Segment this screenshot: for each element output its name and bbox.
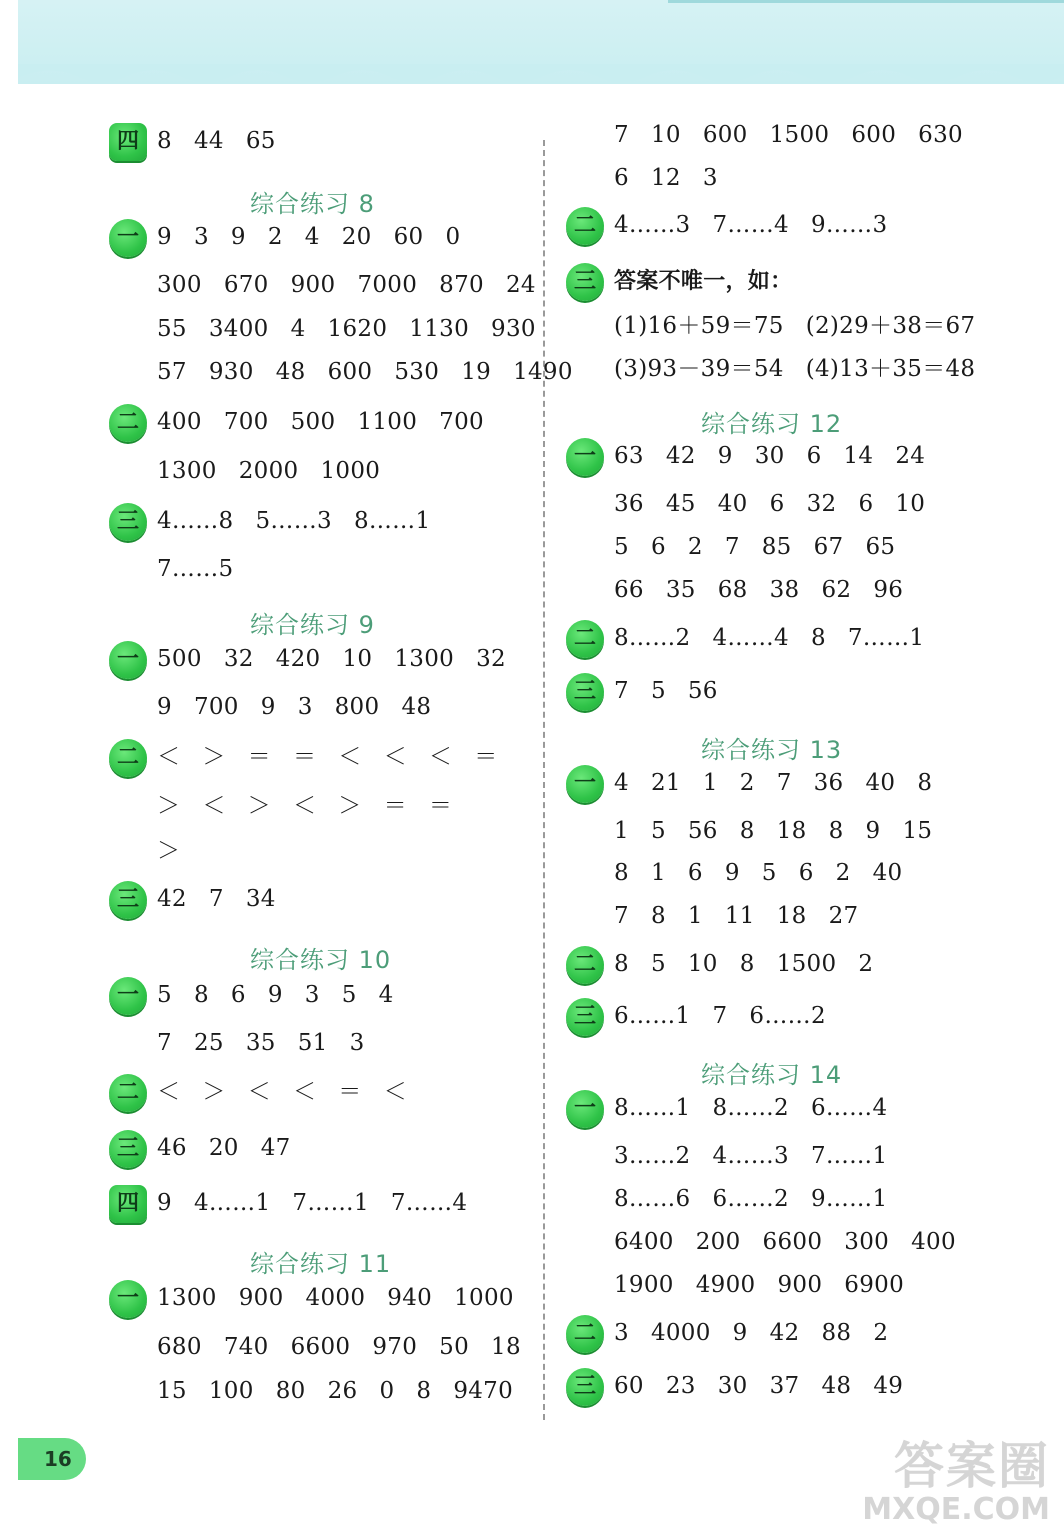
answer-value: 7……1: [810, 1143, 888, 1169]
answer-value: 7……5: [157, 556, 234, 582]
answer-value: 15: [902, 818, 933, 844]
answer-value: 200: [695, 1229, 741, 1255]
answer-line: [614, 120, 985, 150]
answer-value: 5: [650, 951, 666, 977]
answer-value: 96: [873, 577, 904, 603]
section-number-badge: 二: [566, 620, 604, 658]
answer-value: 6: [798, 860, 814, 886]
answer-value: 1300: [157, 1285, 217, 1311]
answer-value: 4: [304, 224, 320, 250]
section-number-badge: 三: [566, 263, 604, 301]
answer-value: 32: [223, 646, 254, 672]
answer-value: 42: [157, 886, 187, 912]
answer-value: 6: [858, 491, 874, 517]
answer-value: 9: [724, 860, 740, 886]
answer-value: 19: [461, 359, 492, 385]
answer-value: ＜: [428, 744, 453, 770]
section-number-badge: 四: [109, 123, 147, 161]
answer-value: (4)13＋35＝48: [805, 356, 976, 382]
answer-value: 4……3: [712, 1143, 789, 1169]
answer-line: [614, 1371, 925, 1401]
answer-value: 65: [865, 534, 896, 560]
answer-value: 7: [614, 122, 629, 148]
exercise-heading: 综合练习 8: [250, 190, 375, 218]
answer-line: [614, 768, 954, 798]
answer-line: [614, 441, 947, 471]
answer-value: 2000: [238, 458, 299, 484]
answer-value: 0: [445, 224, 461, 250]
answer-value: ＝: [292, 744, 317, 770]
section-number-badge: 四: [109, 1185, 147, 1223]
answer-value: 48: [821, 1373, 852, 1399]
answer-value: 7: [614, 903, 629, 929]
answer-value: 800: [334, 694, 380, 720]
answer-value: 3400: [208, 316, 269, 342]
answer-value: 4……8: [157, 508, 234, 534]
exercise-heading: 综合练习 9: [250, 611, 375, 639]
answer-value: 9: [717, 443, 733, 469]
answer-value: ＜: [202, 793, 226, 819]
answer-line: [614, 901, 880, 931]
answer-value: 45: [665, 491, 696, 517]
answer-value: 3: [297, 694, 313, 720]
answer-value: 9: [230, 224, 246, 250]
section-number-badge: 三: [566, 998, 604, 1036]
answer-value: 6……2: [749, 1003, 826, 1029]
answer-value: 12: [650, 165, 681, 191]
answer-value: 4……1: [193, 1190, 271, 1216]
answer-value: 7: [724, 534, 740, 560]
answer-value: ＝: [247, 744, 271, 770]
answer-value: 15: [157, 1378, 187, 1404]
answer-value: 36: [813, 770, 844, 796]
section-number-badge: 一: [566, 765, 604, 803]
answer-value: 2: [739, 770, 755, 796]
section-number-badge: 三: [109, 881, 147, 919]
answer-value: 870: [439, 272, 484, 298]
answer-value: 55: [157, 316, 187, 342]
answer-value: 8: [157, 128, 172, 154]
section-number-badge: 二: [109, 404, 147, 442]
answer-value: 7: [712, 1003, 728, 1029]
exercise-heading: 综合练习 12: [701, 410, 843, 438]
answer-value: 1620: [327, 316, 388, 342]
answer-value: 0: [379, 1378, 395, 1404]
answer-value: 300: [157, 272, 202, 298]
answer-value: 42: [665, 443, 696, 469]
answer-value: 32: [806, 491, 837, 517]
exercise-heading: 综合练习 14: [701, 1061, 843, 1089]
answer-value: ＜: [383, 744, 407, 770]
answer-value: 35: [245, 1030, 276, 1056]
answer-value: 700: [223, 409, 269, 435]
answer-line: [614, 1318, 910, 1348]
answer-line: [614, 489, 947, 519]
answer-value: 56: [687, 818, 718, 844]
answer-value: 6600: [762, 1229, 823, 1255]
answer-value: 5……3: [255, 508, 332, 534]
answer-value: 63: [614, 443, 644, 469]
answer-value: 700: [193, 694, 239, 720]
answer-value: 420: [275, 646, 321, 672]
answer-value: 1900: [614, 1272, 674, 1298]
answer-value: 8: [917, 770, 933, 796]
answer-value: 6: [230, 982, 246, 1008]
answer-value: 100: [208, 1378, 254, 1404]
answer-value: 9470: [453, 1378, 514, 1404]
section-number-badge: 一: [566, 1090, 604, 1128]
answer-value: 700: [439, 409, 484, 435]
answer-value: 680: [157, 1334, 202, 1360]
watermark-logo: [862, 1438, 1050, 1526]
section-number-badge: 一: [109, 977, 147, 1015]
answer-value: 500: [290, 409, 336, 435]
answer-value: 20: [208, 1135, 239, 1161]
answer-value: 670: [223, 272, 269, 298]
answer-value: 300: [844, 1229, 890, 1255]
answer-value: ＜: [292, 1079, 317, 1105]
answer-value: 56: [687, 678, 718, 704]
exercise-heading: 综合练习 13: [701, 736, 843, 764]
section-number-badge: 二: [566, 1315, 604, 1353]
answer-value: 1: [702, 770, 718, 796]
answer-value: 25: [193, 1030, 224, 1056]
answer-value: 1000: [454, 1285, 514, 1311]
answer-value: 27: [828, 903, 859, 929]
answer-value: 3……2: [614, 1143, 691, 1169]
answer-value: 4000: [305, 1285, 366, 1311]
answer-value: 7: [208, 886, 224, 912]
answer-value: 30: [754, 443, 785, 469]
answer-value: 7: [614, 678, 629, 704]
answer-value: 57: [157, 359, 187, 385]
answer-line: [614, 816, 954, 846]
answer-value: 14: [843, 443, 874, 469]
answer-value: 47: [260, 1135, 291, 1161]
answer-value: 530: [394, 359, 440, 385]
answer-line: [614, 676, 740, 706]
section-number-badge: 二: [109, 739, 147, 777]
answer-value: 7……1: [847, 625, 925, 651]
answer-value: 1130: [409, 316, 470, 342]
section-number-badge: 三: [566, 1368, 604, 1406]
answer-value: 1500: [769, 122, 830, 148]
answer-value: 8: [650, 903, 666, 929]
answer-value: 5: [614, 534, 629, 560]
answer-value: (2)29＋38＝67: [805, 313, 976, 339]
answer-value: 30: [717, 1373, 748, 1399]
answer-value: 23: [665, 1373, 696, 1399]
answer-value: 8: [739, 951, 755, 977]
answer-value: ＜: [338, 744, 362, 770]
answer-value: 18: [491, 1334, 521, 1360]
answer-value: 9: [157, 224, 172, 250]
answer-value: 9……1: [810, 1186, 888, 1212]
answer-value: 1: [650, 860, 666, 886]
answer-value: 400: [911, 1229, 956, 1255]
answer-value: 1000: [320, 458, 381, 484]
answer-value: ＜: [157, 744, 181, 770]
answer-value: 9: [865, 818, 881, 844]
answer-value: 9: [267, 982, 283, 1008]
answer-line: [614, 1001, 848, 1031]
answer-value: 49: [873, 1373, 904, 1399]
answer-value: 8: [193, 982, 209, 1008]
answer-value: 8……1: [353, 508, 431, 534]
answer-value: 8: [614, 860, 629, 886]
answer-value: 3: [193, 224, 209, 250]
answer-value: 80: [275, 1378, 306, 1404]
answer-value: 4: [614, 770, 629, 796]
answer-line: [614, 210, 909, 240]
answer-value: 8……1: [614, 1095, 691, 1121]
answer-value: ＜: [157, 1079, 181, 1105]
answer-value: 60: [614, 1373, 644, 1399]
answer-value: 1: [614, 818, 629, 844]
answer-value: 5: [650, 818, 666, 844]
answer-line: [614, 1184, 909, 1214]
section-number-badge: 一: [566, 438, 604, 476]
answer-line: [614, 1093, 909, 1123]
answer-value: 50: [439, 1334, 470, 1360]
answer-value: 9: [260, 694, 276, 720]
answer-value: 2: [835, 860, 851, 886]
answer-value: 48: [275, 359, 306, 385]
answer-value: 5: [341, 982, 357, 1008]
answer-value: 40: [717, 491, 748, 517]
answer-value: 970: [372, 1334, 418, 1360]
answer-value: 930: [491, 316, 536, 342]
section-number-badge: 一: [109, 219, 147, 257]
answer-value: ＞: [157, 838, 181, 864]
answer-value: 7: [776, 770, 792, 796]
answer-value: 18: [776, 818, 807, 844]
answer-value: 2: [267, 224, 283, 250]
answer-value: 8: [416, 1378, 432, 1404]
answer-value: 60: [393, 224, 424, 250]
answer-value: ＞: [157, 793, 181, 819]
answer-value: 5: [650, 678, 666, 704]
answer-value: 3: [614, 1320, 629, 1346]
answer-value: 1: [687, 903, 703, 929]
answer-value: 4……3: [614, 212, 691, 238]
answer-value: 88: [821, 1320, 852, 1346]
answer-value: ＜: [247, 1079, 271, 1105]
answer-value: 740: [223, 1334, 269, 1360]
answer-value: 6: [650, 534, 666, 560]
answer-value: 6: [769, 491, 785, 517]
answer-line: [614, 1227, 978, 1257]
banner-top-rule: [668, 0, 1064, 3]
answer-value: 8: [614, 951, 629, 977]
answer-value: ＜: [292, 793, 317, 819]
answer-value: 46: [157, 1135, 187, 1161]
answer-value: 65: [245, 128, 276, 154]
answer-value: 32: [476, 646, 506, 672]
answer-value: 400: [157, 409, 202, 435]
answer-line: [614, 1270, 926, 1300]
answer-value: 34: [245, 886, 276, 912]
answer-value: 4: [378, 982, 394, 1008]
answer-value: 8……2: [614, 625, 691, 651]
answer-value: ＞: [338, 793, 362, 819]
answer-value: (3)93－39＝54: [614, 356, 784, 382]
answer-note: 答案不唯一，如：: [614, 269, 793, 294]
answer-value: 6900: [844, 1272, 905, 1298]
answer-value: 1300: [157, 458, 217, 484]
answer-line: [614, 1141, 909, 1171]
answer-value: 5: [761, 860, 777, 886]
answer-value: 1490: [513, 359, 573, 385]
watermark-text: 答案圈: [894, 1437, 1050, 1495]
answer-line: [614, 311, 997, 341]
answer-value: 26: [327, 1378, 358, 1404]
answer-value: 6: [614, 165, 629, 191]
answer-value: 6: [806, 443, 822, 469]
answer-value: 8: [828, 818, 844, 844]
answer-value: 18: [776, 903, 807, 929]
page-number: 16: [18, 1438, 86, 1480]
answer-value: 600: [851, 122, 897, 148]
exercise-heading: 综合练习 10: [250, 946, 392, 974]
answer-value: ＞: [247, 793, 271, 819]
answer-value: 8……2: [712, 1095, 789, 1121]
answer-value: 37: [769, 1373, 800, 1399]
answer-value: ＝: [474, 744, 498, 770]
answer-value: 42: [769, 1320, 800, 1346]
answer-value: 10: [687, 951, 718, 977]
answer-value: 11: [724, 903, 755, 929]
section-number-badge: 三: [109, 1130, 147, 1168]
answer-value: 6……1: [614, 1003, 691, 1029]
answer-value: 51: [297, 1030, 328, 1056]
answer-value: 67: [813, 534, 844, 560]
answer-value: 66: [614, 577, 644, 603]
answer-value: 24: [505, 272, 536, 298]
answer-value: 4: [290, 316, 306, 342]
answer-value: 3: [349, 1030, 365, 1056]
answer-value: 7……4: [712, 212, 789, 238]
answer-value: 10: [895, 491, 926, 517]
answer-value: 21: [650, 770, 681, 796]
section-number-badge: 三: [566, 673, 604, 711]
answer-value: 24: [895, 443, 926, 469]
answer-value: 2: [873, 1320, 889, 1346]
answer-value: 8: [810, 625, 826, 651]
answer-value: 900: [290, 272, 336, 298]
answer-value: 7000: [357, 272, 418, 298]
answer-value: 4……4: [712, 625, 789, 651]
answer-value: 4900: [695, 1272, 756, 1298]
answer-value: 4000: [650, 1320, 711, 1346]
answer-value: 35: [665, 577, 696, 603]
answer-value: 600: [702, 122, 748, 148]
answer-value: 44: [193, 128, 224, 154]
answer-value: 8: [739, 818, 755, 844]
answer-value: 3: [702, 165, 718, 191]
answer-value: 1500: [776, 951, 837, 977]
answer-value: 9: [732, 1320, 748, 1346]
answer-value: 1100: [357, 409, 418, 435]
answer-value: 6……2: [712, 1186, 789, 1212]
answer-value: ＝: [383, 793, 407, 819]
section-number-badge: 三: [109, 503, 147, 541]
answer-line: [614, 623, 946, 653]
answer-line: [614, 532, 917, 562]
answer-value: 10: [342, 646, 373, 672]
answer-line: [614, 354, 997, 384]
section-number-badge: 一: [109, 1280, 147, 1318]
answer-value: 6400: [614, 1229, 674, 1255]
answer-value: 40: [872, 860, 903, 886]
answer-value: 900: [238, 1285, 284, 1311]
answer-value: (1)16＋59＝75: [614, 313, 784, 339]
answer-value: 630: [918, 122, 963, 148]
answer-value: 7……4: [390, 1190, 468, 1216]
answer-value: 900: [777, 1272, 823, 1298]
answer-line: [614, 163, 740, 193]
answer-value: 6: [687, 860, 703, 886]
section-number-badge: 二: [566, 946, 604, 984]
answer-value: 2: [858, 951, 874, 977]
answer-value: 68: [717, 577, 748, 603]
answer-value: 940: [387, 1285, 433, 1311]
watermark-url: MXQE.COM: [862, 1492, 1050, 1527]
answer-value: 20: [341, 224, 372, 250]
answer-value: 1300: [394, 646, 455, 672]
exercise-heading: 综合练习 11: [250, 1250, 392, 1278]
answer-value: 9: [157, 694, 172, 720]
answer-value: 3: [304, 982, 320, 1008]
answer-line: [614, 858, 924, 888]
answer-value: 85: [761, 534, 792, 560]
answer-value: 48: [401, 694, 432, 720]
answer-value: 62: [821, 577, 852, 603]
answer-line: [614, 949, 895, 979]
answer-value: ＝: [428, 793, 453, 819]
answer-value: 930: [208, 359, 254, 385]
answer-value: 6……4: [810, 1095, 888, 1121]
answer-value: 9: [157, 1190, 172, 1216]
answer-line: [614, 575, 925, 605]
answer-value: ＞: [202, 1079, 226, 1105]
answer-value: 5: [157, 982, 172, 1008]
answer-value: 600: [327, 359, 373, 385]
answer-value: ＝: [338, 1079, 362, 1105]
answer-value: 9……3: [810, 212, 888, 238]
section-number-badge: 二: [109, 1074, 147, 1112]
section-number-badge: 一: [109, 641, 147, 679]
answer-line: [614, 266, 814, 297]
answer-value: ＜: [383, 1079, 407, 1105]
answer-value: 7: [157, 1030, 172, 1056]
answer-value: 40: [865, 770, 896, 796]
answer-value: 7……1: [292, 1190, 369, 1216]
answer-value: ＞: [202, 744, 226, 770]
answer-value: 6600: [290, 1334, 351, 1360]
answer-value: 2: [687, 534, 703, 560]
answer-value: 500: [157, 646, 202, 672]
answer-value: 38: [769, 577, 800, 603]
answer-value: 8……6: [614, 1186, 691, 1212]
answer-value: 10: [650, 122, 681, 148]
section-number-badge: 二: [566, 207, 604, 245]
answer-value: 36: [614, 491, 644, 517]
